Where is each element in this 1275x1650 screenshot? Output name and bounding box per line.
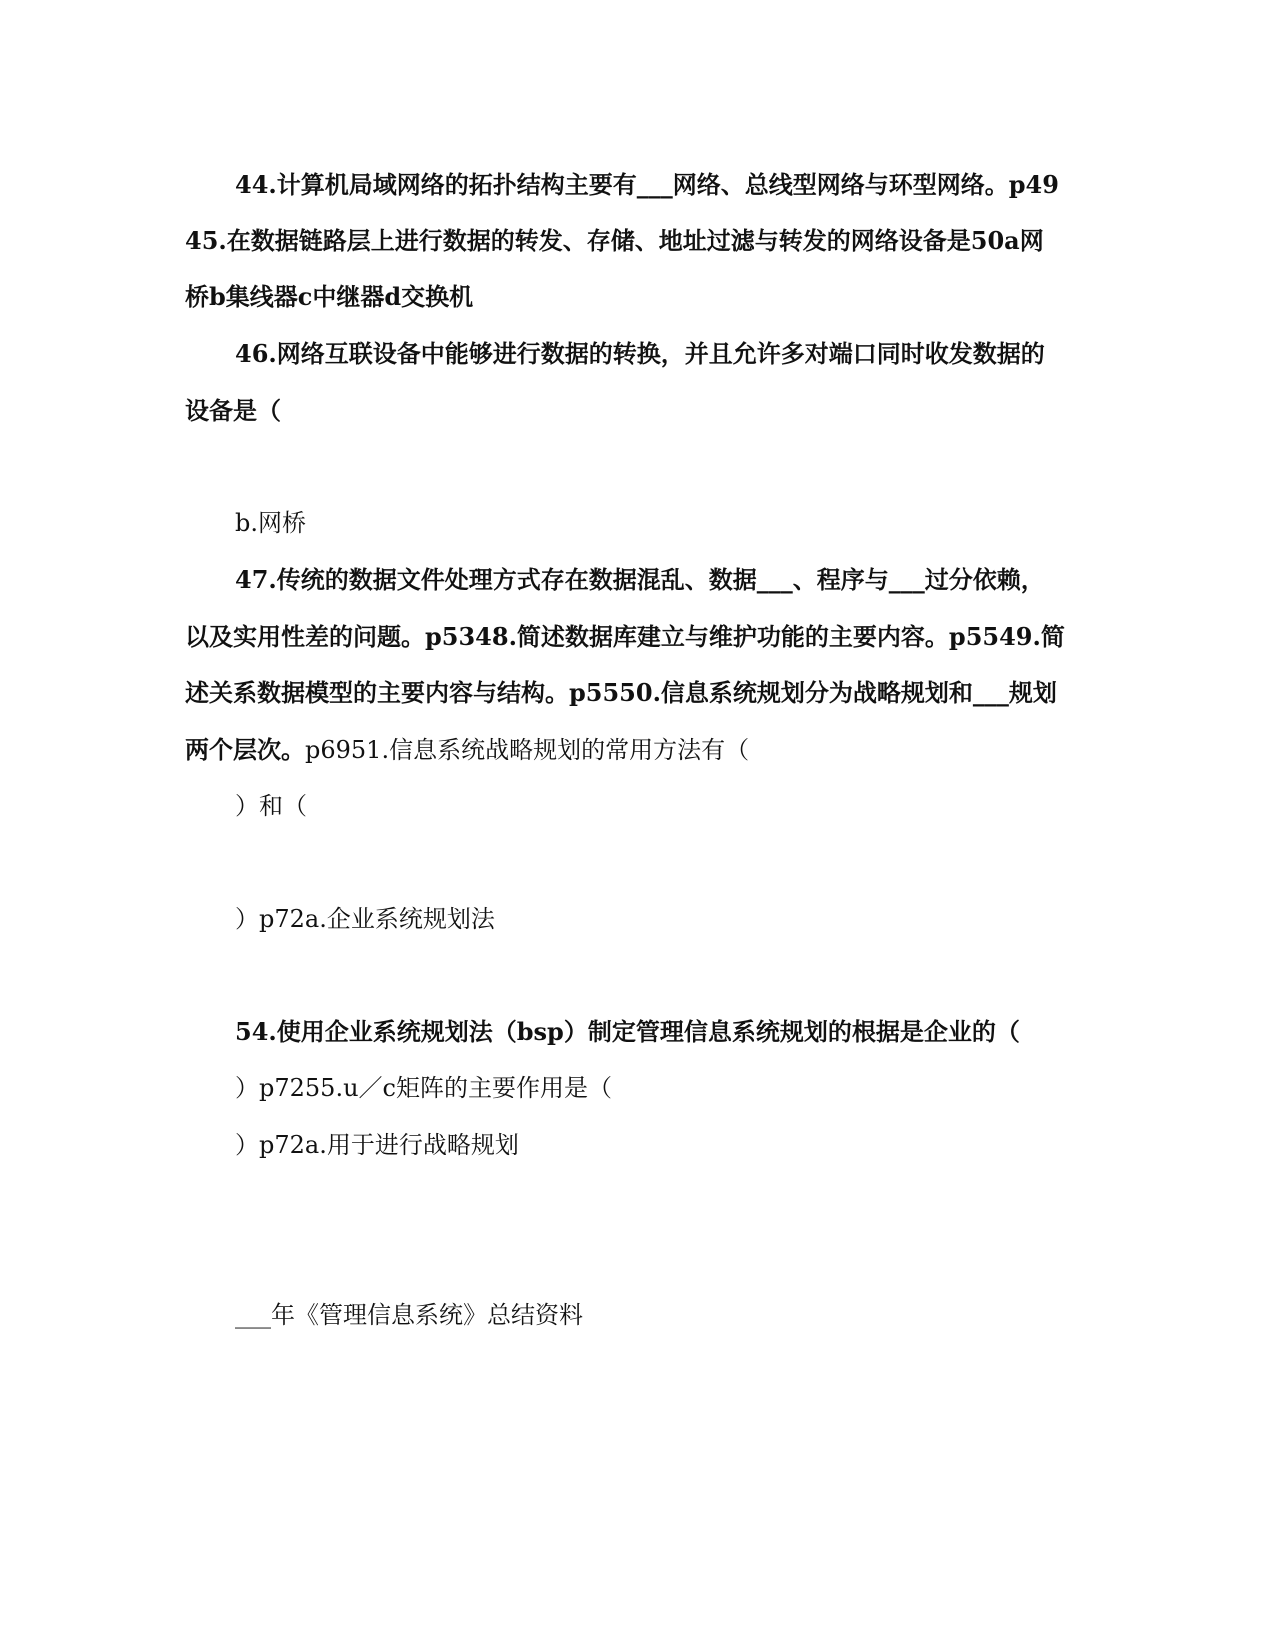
question-54-line: 54.使用企业系统规划法（bsp）制定管理信息系统规划的根据是企业的（ — [235, 1017, 1020, 1046]
question-51-continuation: ）和（ — [235, 792, 307, 820]
question-55-line: ）p7255.u／c矩阵的主要作用是（ — [235, 1074, 612, 1102]
question-46-line-2: 设备是（ — [185, 396, 281, 425]
question-47-line-1: 47.传统的数据文件处理方式存在数据混乱、数据___、程序与___过分依赖， — [235, 565, 1045, 594]
document-footer-title: ___年《管理信息系统》总结资料 — [235, 1301, 583, 1329]
question-46-line-1: 46.网络互联设备中能够进行数据的转换，并且允许多对端口同时收发数据的 — [235, 339, 1045, 368]
question-49-line: 述关系数据模型的主要内容与结构。p5550.信息系统规划分为战略规划和___规划 — [185, 678, 1057, 707]
question-51-segment: p6951.信息系统战略规划的常用方法有（ — [305, 736, 750, 764]
question-47-line-2: 以及实用性差的问题。p5348.简述数据库建立与维护功能的主要内容。p5549.简 — [185, 622, 1065, 651]
question-50-line — [185, 735, 749, 765]
question-44-line: 44.计算机局域网络的拓扑结构主要有___网络、总线型网络与环型网络。p49 — [235, 170, 1059, 199]
question-45-line-2: 桥b集线器c中继器d交换机 — [185, 282, 474, 311]
question-55-answer-line: ）p72a.用于进行战略规划 — [235, 1131, 519, 1159]
question-45-line-1: 45.在数据链路层上进行数据的转发、存储、地址过滤与转发的网络设备是50a网 — [185, 226, 1044, 255]
question-50-bold-segment: 两个层次。 — [185, 735, 305, 764]
option-b-line: b.网桥 — [235, 509, 306, 537]
question-51-answer-line: ）p72a.企业系统规划法 — [235, 905, 495, 933]
